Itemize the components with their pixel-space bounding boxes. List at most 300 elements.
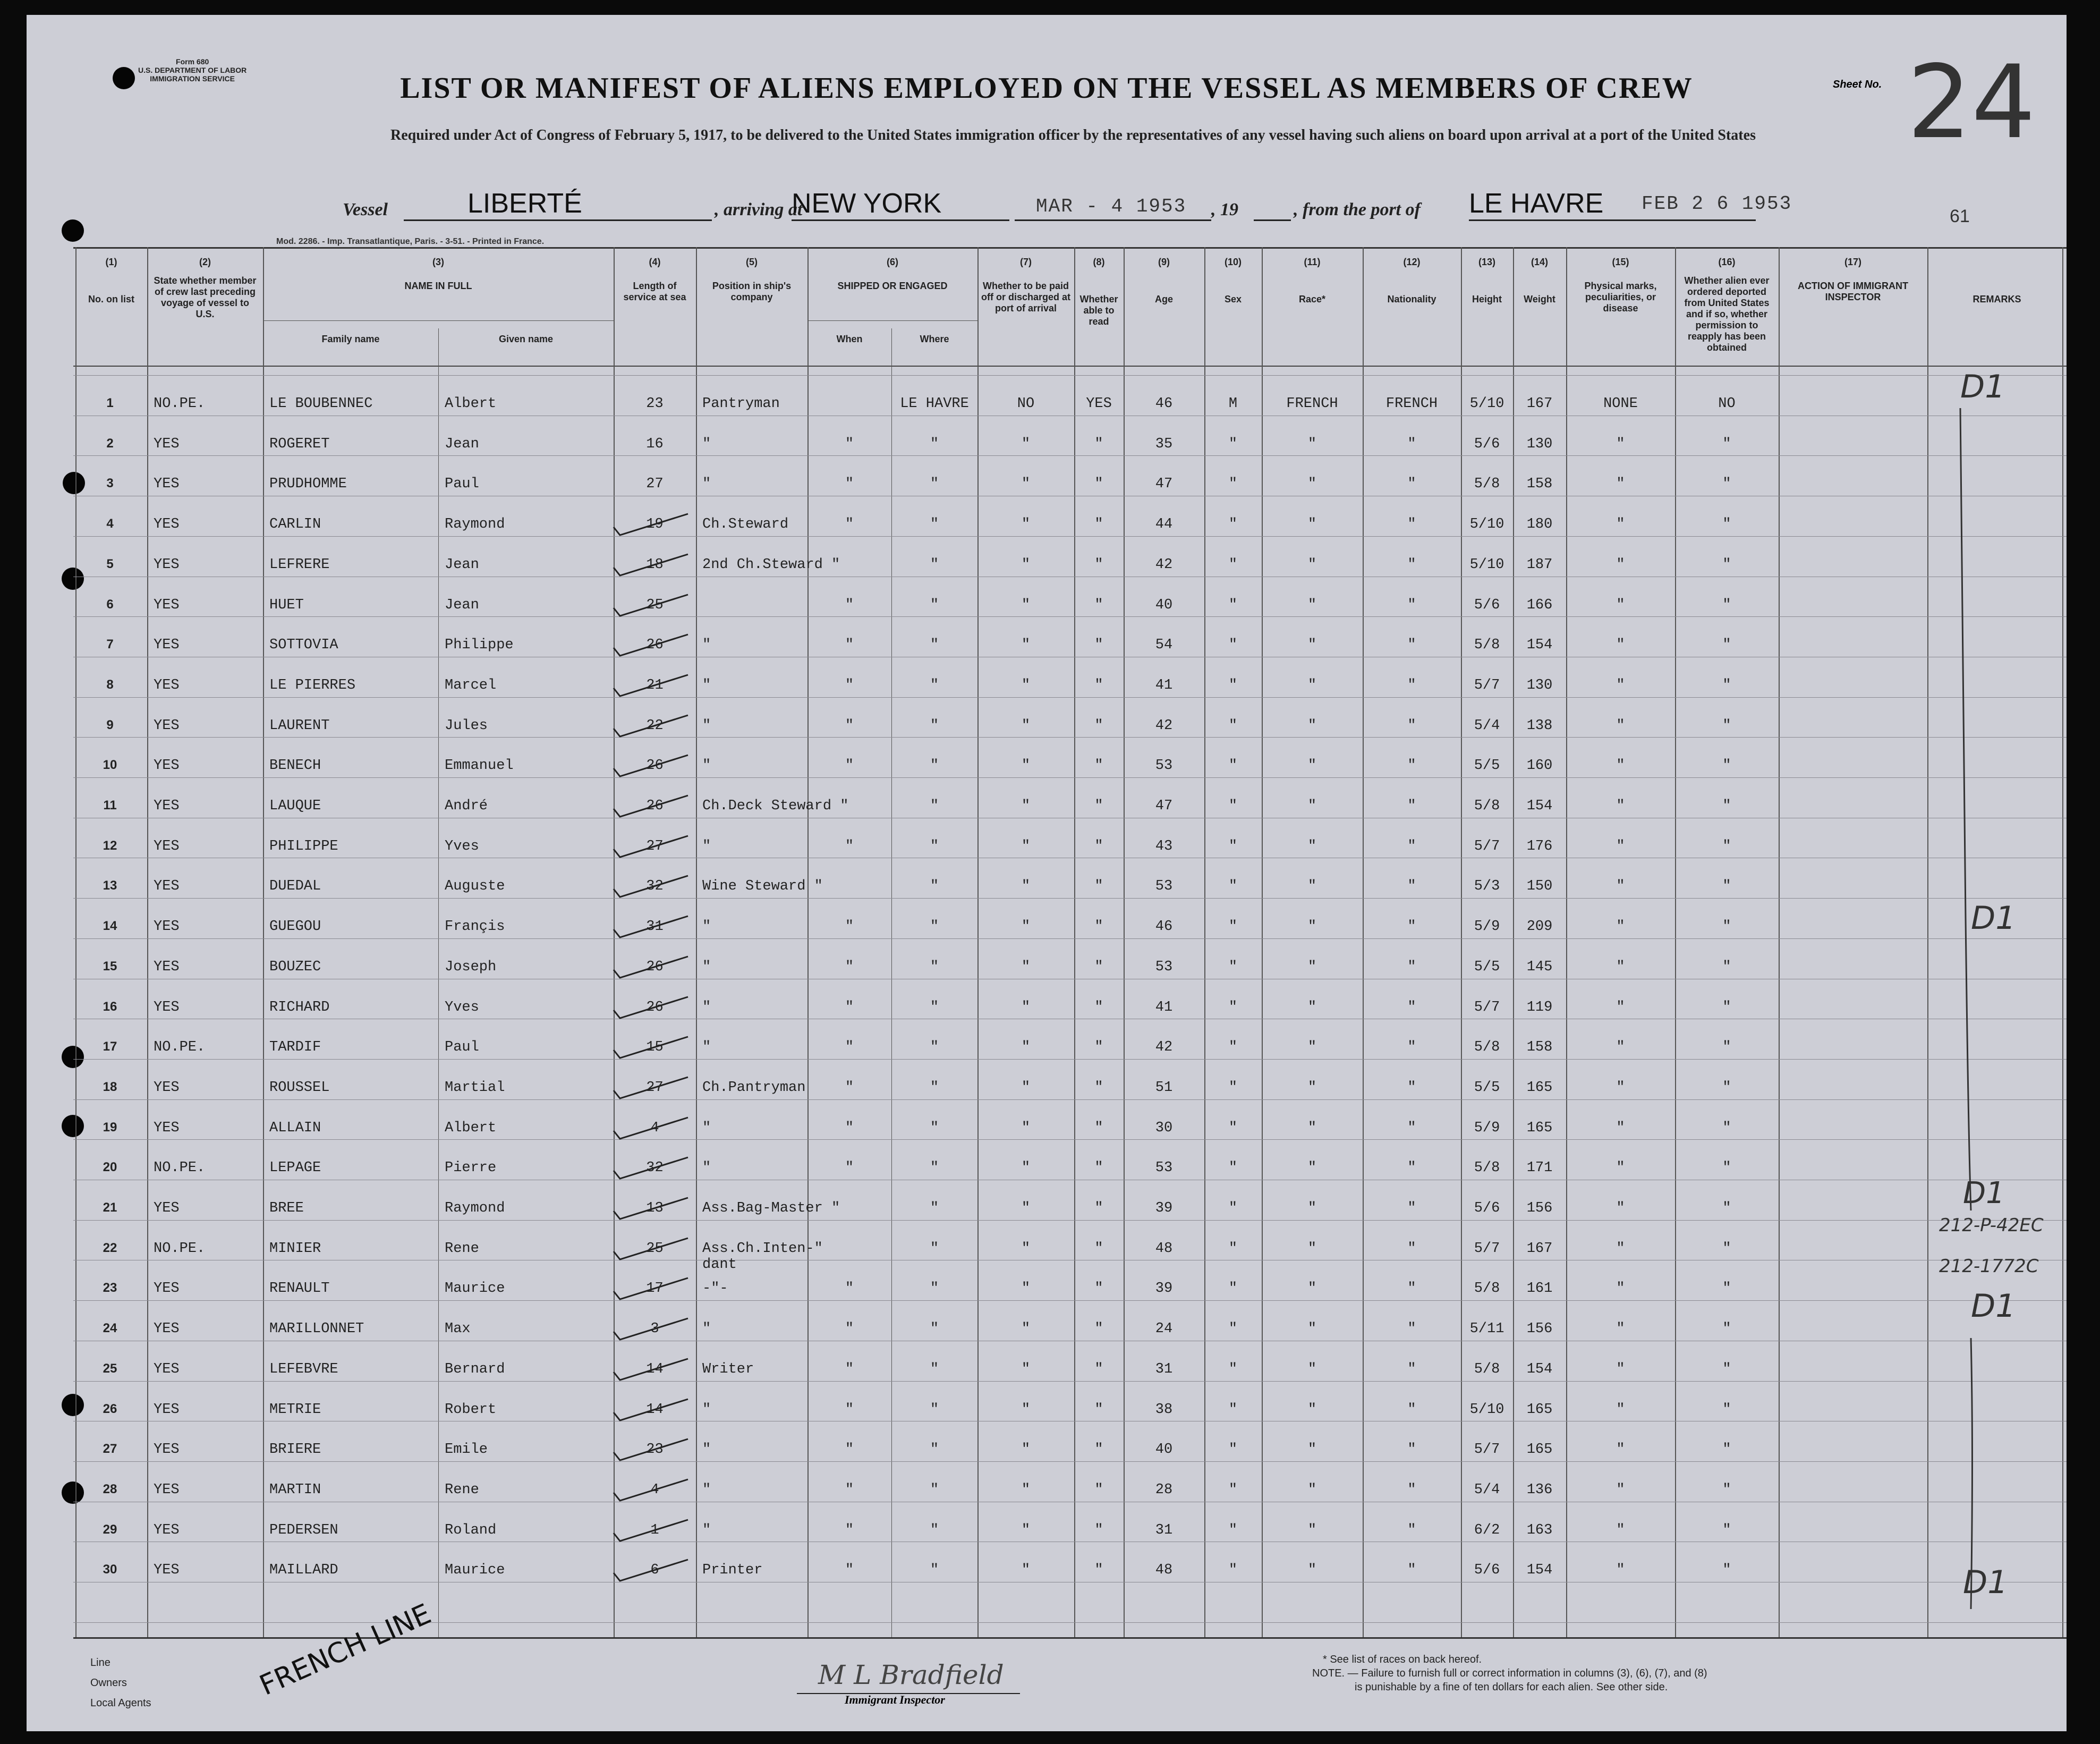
cell-position: Ch.Steward (702, 517, 789, 533)
cell-age: 42 (1155, 556, 1173, 573)
column-number: (17) (1844, 257, 1861, 267)
cell-family: BOUZEC (269, 959, 321, 975)
cell-sex: " (1228, 758, 1238, 774)
cell-family: ALLAIN (269, 1120, 321, 1136)
cell-nat: " (1407, 597, 1416, 613)
cell-height: 5/7 (1474, 838, 1500, 854)
column-number: (3) (432, 257, 444, 267)
cell-where: " (930, 1442, 939, 1458)
cell-age: 38 (1155, 1401, 1173, 1418)
check-mark-icon (608, 873, 693, 905)
cell-read: " (1094, 717, 1103, 734)
cell-weight: 154 (1526, 637, 1553, 654)
cell-age: 47 (1155, 476, 1173, 493)
cell-position: " (702, 1442, 711, 1458)
cell-service: 18 (646, 556, 664, 573)
cell-race: " (1307, 1481, 1317, 1498)
cell-where: " (930, 597, 939, 613)
cell-prev: YES (154, 959, 180, 975)
cell-weight: 165 (1526, 1401, 1553, 1418)
cell-race: " (1307, 677, 1317, 693)
cell-position: " (702, 1321, 711, 1337)
cell-service: 4 (650, 1120, 659, 1136)
column-subheader: Given name (498, 334, 554, 344)
check-mark-icon (608, 1517, 693, 1549)
cell-marks: " (1616, 637, 1625, 654)
remark-d1: D1 (1960, 368, 2005, 405)
column-subheader: Where (920, 334, 949, 344)
cell-no: 8 (106, 677, 114, 692)
column-number: (9) (1158, 257, 1170, 267)
cell-position: Ch.Pantryman (702, 1079, 806, 1096)
cell-height: 5/5 (1474, 959, 1500, 975)
cell-race: " (1307, 1120, 1317, 1136)
cell-age: 24 (1155, 1321, 1173, 1337)
cell-deported: " (1722, 1321, 1731, 1337)
cell-marks: " (1616, 1120, 1625, 1136)
printer-note: Mod. 2286. - Imp. Transatlantique, Paris. - 3-51. - Printed in France. (276, 237, 545, 246)
cell-marks: " (1616, 1079, 1625, 1096)
cell-given: Pierre (445, 1160, 497, 1176)
cell-read: " (1094, 597, 1103, 613)
check-mark-icon (608, 1034, 693, 1066)
cell-nat: " (1407, 1120, 1416, 1136)
cell-sex: " (1228, 436, 1238, 452)
cell-service: 27 (646, 838, 664, 854)
column-number: (1) (105, 257, 117, 267)
cell-read: " (1094, 1522, 1103, 1538)
cell-service: 14 (646, 1361, 664, 1377)
cell-read: " (1094, 1281, 1103, 1297)
column-number: (10) (1224, 257, 1242, 267)
cell-service: 16 (646, 436, 664, 452)
cell-race: " (1307, 637, 1317, 654)
cell-family: MARILLONNET (269, 1321, 364, 1337)
cell-prev: YES (154, 1442, 180, 1458)
cell-when: " (845, 1401, 854, 1418)
column-header: Position in ship's company (712, 281, 792, 302)
cell-when: " (845, 1442, 854, 1458)
cell-deported: " (1722, 1240, 1731, 1257)
cell-read: " (1094, 1562, 1103, 1579)
cell-height: 5/7 (1474, 999, 1500, 1015)
cell-paid: " (1021, 1321, 1031, 1337)
fine-note-cont: is punishable by a fine of ten dollars for each alien. See other side. (1355, 1681, 1668, 1693)
cell-deported: " (1722, 1079, 1731, 1096)
cell-paid: " (1021, 838, 1031, 854)
cell-no: 6 (106, 597, 114, 612)
cell-prev: YES (154, 1361, 180, 1377)
column-header: Length of service at sea (623, 281, 686, 302)
cell-height: 5/8 (1474, 798, 1500, 814)
cell-position-cont: dant (702, 1256, 737, 1273)
cell-given: Raymond (445, 517, 505, 533)
cell-deported: " (1722, 999, 1731, 1015)
cell-height: 5/7 (1474, 1442, 1500, 1458)
cell-race: " (1307, 1401, 1317, 1418)
cell-sex: " (1228, 1160, 1238, 1176)
cell-where: " (930, 1321, 939, 1337)
cell-given: Emmanuel (445, 758, 514, 774)
cell-given: Yves (445, 999, 479, 1015)
cell-weight: 158 (1526, 476, 1553, 493)
cell-sex: " (1228, 919, 1238, 935)
arriving-label: , arriving at (715, 200, 803, 219)
cell-service: 27 (646, 476, 664, 493)
cell-height: 5/11 (1469, 1321, 1504, 1337)
cell-read: " (1094, 637, 1103, 654)
inspector-signature: M L Bradfield (818, 1660, 1004, 1690)
cell-age: 44 (1155, 517, 1173, 533)
cell-where: LE HAVRE (900, 396, 969, 412)
cell-paid: " (1021, 677, 1031, 693)
column-subheader: Family name (321, 334, 380, 344)
cell-service: 4 (650, 1481, 659, 1498)
cell-sex: " (1228, 1321, 1238, 1337)
cell-no: 16 (103, 999, 117, 1014)
cell-deported: " (1722, 1120, 1731, 1136)
cell-service: 26 (646, 637, 664, 654)
cell-service: 26 (646, 798, 664, 814)
cell-read: " (1094, 959, 1103, 975)
cell-deported: " (1722, 758, 1731, 774)
check-mark-icon (608, 994, 693, 1026)
cell-paid: " (1021, 1481, 1031, 1498)
cell-family: ROGERET (269, 436, 330, 452)
footer-note (1312, 1653, 1707, 1694)
cell-position: Ass.Bag-Master " (702, 1200, 840, 1216)
cell-sex: " (1228, 1039, 1238, 1056)
cell-given: Françis (445, 919, 505, 935)
cell-deported: " (1722, 798, 1731, 814)
cell-sex: " (1228, 597, 1238, 613)
cell-prev: YES (154, 1120, 180, 1136)
cell-family: MINIER (269, 1240, 321, 1257)
cell-paid: " (1021, 798, 1031, 814)
cell-deported: " (1722, 878, 1731, 895)
column-header: Whether to be paid off or discharged at port of arrival (981, 281, 1071, 314)
cell-no: 17 (103, 1039, 117, 1054)
cell-where: " (930, 476, 939, 493)
cell-weight: 160 (1526, 758, 1553, 774)
cell-nat: " (1407, 1522, 1416, 1538)
cell-paid: " (1021, 556, 1031, 573)
cell-service: 23 (646, 396, 664, 412)
cell-family: LAURENT (269, 717, 330, 734)
cell-prev: YES (154, 517, 180, 533)
cell-where: " (930, 758, 939, 774)
cell-nat: " (1407, 1442, 1416, 1458)
cell-read: " (1094, 1321, 1103, 1337)
cell-given: Martial (445, 1079, 505, 1096)
cell-age: 40 (1155, 597, 1173, 613)
cell-deported: " (1722, 677, 1731, 693)
cell-deported: " (1722, 517, 1731, 533)
cell-deported: " (1722, 637, 1731, 654)
cell-weight: 166 (1526, 597, 1553, 613)
cell-read: " (1094, 1361, 1103, 1377)
cell-no: 5 (106, 556, 114, 571)
cell-deported: " (1722, 436, 1731, 452)
cell-sex: " (1228, 476, 1238, 493)
cell-position: " (702, 758, 711, 774)
cell-family: PRUDHOMME (269, 476, 347, 493)
cell-no: 10 (103, 758, 117, 773)
cell-deported: " (1722, 1039, 1731, 1056)
cell-prev: YES (154, 597, 180, 613)
cell-nat: " (1407, 878, 1416, 895)
cell-where: " (930, 999, 939, 1015)
cell-paid: " (1021, 1200, 1031, 1216)
cell-nat: " (1407, 1079, 1416, 1096)
cell-nat: " (1407, 758, 1416, 774)
cell-given: Maurice (445, 1281, 505, 1297)
cell-position: Printer (702, 1562, 763, 1579)
remark-d1: D1 (1971, 900, 2016, 937)
cell-position: 2nd Ch.Steward " (702, 556, 840, 573)
cell-paid: " (1021, 1079, 1031, 1096)
column-header: Physical marks, peculiarities, or disease (1584, 281, 1657, 314)
cell-sex: " (1228, 1481, 1238, 1498)
cell-age: 31 (1155, 1361, 1173, 1377)
check-mark-icon (608, 552, 693, 583)
cell-prev: YES (154, 556, 180, 573)
cell-nat: " (1407, 1481, 1416, 1498)
cell-no: 19 (103, 1120, 117, 1135)
cell-marks: " (1616, 758, 1625, 774)
cell-given: Joseph (445, 959, 497, 975)
cell-given: André (445, 798, 488, 814)
cell-prev: YES (154, 999, 180, 1015)
cell-height: 5/5 (1474, 1079, 1500, 1096)
cell-when: " (845, 959, 854, 975)
cell-no: 1 (106, 396, 114, 410)
check-mark-icon (608, 632, 693, 664)
cell-race: " (1307, 798, 1317, 814)
cell-given: Paul (445, 476, 479, 493)
cell-no: 12 (103, 838, 117, 853)
cell-given: Robert (445, 1401, 497, 1418)
column-number: (16) (1718, 257, 1736, 267)
cell-marks: " (1616, 1200, 1625, 1216)
cell-deported: " (1722, 1160, 1731, 1176)
cell-deported: " (1722, 1481, 1731, 1498)
cell-prev: YES (154, 1321, 180, 1337)
cell-height: 5/10 (1469, 396, 1504, 412)
cell-given: Yves (445, 838, 479, 854)
cell-read: " (1094, 758, 1103, 774)
cell-weight: 154 (1526, 1361, 1553, 1377)
cell-sex: " (1228, 517, 1238, 533)
check-mark-icon (608, 833, 693, 865)
cell-where: " (930, 1039, 939, 1056)
cell-family: PEDERSEN (269, 1522, 338, 1538)
remark-code: 212-1772C (1939, 1256, 2039, 1277)
cell-no: 9 (106, 717, 114, 732)
check-mark-icon (608, 1356, 693, 1388)
cell-height: 5/8 (1474, 1361, 1500, 1377)
column-number: (12) (1403, 257, 1421, 267)
cell-race: " (1307, 758, 1317, 774)
cell-paid: " (1021, 1442, 1031, 1458)
cell-race: " (1307, 1361, 1317, 1377)
cell-no: 3 (106, 476, 114, 491)
cell-paid: " (1021, 1160, 1031, 1176)
cell-age: 30 (1155, 1120, 1173, 1136)
cell-given: Emile (445, 1442, 488, 1458)
column-header: SHIPPED OR ENGAGED (837, 281, 948, 291)
cell-marks: " (1616, 1160, 1625, 1176)
cell-weight: 180 (1526, 517, 1553, 533)
cell-paid: NO (1017, 396, 1035, 412)
cell-given: Albert (445, 396, 497, 412)
cell-paid: " (1021, 1240, 1031, 1257)
cell-marks: " (1616, 556, 1625, 573)
column-number: (14) (1531, 257, 1548, 267)
cell-nat: " (1407, 919, 1416, 935)
cell-paid: " (1021, 517, 1031, 533)
cell-prev: YES (154, 1281, 180, 1297)
cell-service: 13 (646, 1200, 664, 1216)
cell-given: Jules (445, 717, 488, 734)
cell-position: " (702, 1160, 711, 1176)
cell-service: 26 (646, 758, 664, 774)
cell-prev: NO.PE. (154, 1240, 206, 1257)
check-mark-icon (608, 1115, 693, 1147)
vessel-name: LIBERTÉ (467, 188, 582, 219)
cell-when: " (845, 476, 854, 493)
cell-age: 31 (1155, 1522, 1173, 1538)
cell-nat: " (1407, 556, 1416, 573)
cell-height: 5/10 (1469, 556, 1504, 573)
cell-no: 29 (103, 1522, 117, 1537)
sheet-number: 24 (1907, 44, 2036, 161)
cell-marks: " (1616, 1522, 1625, 1538)
remark-d1: D1 (1963, 1564, 2008, 1601)
cell-position: " (702, 1522, 711, 1538)
cell-weight: 119 (1526, 999, 1553, 1015)
cell-read: " (1094, 919, 1103, 935)
departure-port: LE HAVRE (1469, 188, 1604, 219)
cell-marks: " (1616, 1562, 1625, 1579)
cell-position: Ch.Deck Steward " (702, 798, 849, 814)
cell-marks: " (1616, 999, 1625, 1015)
cell-where: " (930, 1079, 939, 1096)
column-number: (4) (649, 257, 661, 267)
cell-position: Ass.Ch.Inten-" (702, 1240, 823, 1257)
cell-nat: " (1407, 838, 1416, 854)
cell-sex: " (1228, 1200, 1238, 1216)
manifest-subtitle: Required under Act of Congress of February 5, 1917, to be delivered to the United States immigration officer by the representatives of any vessel having such aliens on board upon arrival at a port of the United States (390, 127, 1756, 143)
race-note: * See list of races on back hereof. (1323, 1654, 1482, 1665)
cell-sex: " (1228, 999, 1238, 1015)
cell-paid: " (1021, 1401, 1031, 1418)
cell-sex: " (1228, 1442, 1238, 1458)
cell-deported: " (1722, 597, 1731, 613)
cell-family: RICHARD (269, 999, 330, 1015)
cell-height: 5/6 (1474, 597, 1500, 613)
check-mark-icon (608, 672, 693, 704)
check-mark-icon (608, 1477, 693, 1509)
cell-paid: " (1021, 919, 1031, 935)
column-subheader: When (836, 334, 863, 344)
cell-race: " (1307, 959, 1317, 975)
cell-service: 26 (646, 959, 664, 975)
cell-given: Raymond (445, 1200, 505, 1216)
cell-where: " (930, 1401, 939, 1418)
cell-age: 53 (1155, 959, 1173, 975)
cell-sex: " (1228, 959, 1238, 975)
cell-when: " (845, 677, 854, 693)
column-header: NAME IN FULL (404, 281, 472, 291)
cell-read: " (1094, 1200, 1103, 1216)
cell-nat: " (1407, 1321, 1416, 1337)
cell-weight: 156 (1526, 1321, 1553, 1337)
cell-height: 6/2 (1474, 1522, 1500, 1538)
cell-weight: 138 (1526, 717, 1553, 734)
cell-read: " (1094, 1120, 1103, 1136)
cell-family: LE PIERRES (269, 677, 356, 693)
cell-age: 40 (1155, 1442, 1173, 1458)
cell-weight: 156 (1526, 1200, 1553, 1216)
cell-deported: " (1722, 1562, 1731, 1579)
cell-given: Philippe (445, 637, 514, 654)
cell-deported: " (1722, 1200, 1731, 1216)
cell-prev: YES (154, 476, 180, 493)
cell-marks: " (1616, 1442, 1625, 1458)
cell-paid: " (1021, 959, 1031, 975)
cell-where: " (930, 1562, 939, 1579)
cell-age: 43 (1155, 838, 1173, 854)
cell-weight: 154 (1526, 798, 1553, 814)
cell-height: 5/4 (1474, 717, 1500, 734)
cell-when: " (845, 1361, 854, 1377)
cell-deported: " (1722, 1281, 1731, 1297)
check-mark-icon (608, 1396, 693, 1428)
cell-marks: " (1616, 1481, 1625, 1498)
cell-prev: YES (154, 1200, 180, 1216)
cell-marks: " (1616, 597, 1625, 613)
cell-given: Marcel (445, 677, 497, 693)
cell-deported: " (1722, 1442, 1731, 1458)
cell-marks: NONE (1603, 396, 1638, 412)
cell-when: " (845, 436, 854, 452)
cell-read: " (1094, 999, 1103, 1015)
cell-marks: " (1616, 1281, 1625, 1297)
cell-read: " (1094, 476, 1103, 493)
vessel-label: Vessel (343, 200, 388, 219)
check-mark-icon (608, 1436, 693, 1468)
column-number: (7) (1020, 257, 1032, 267)
check-mark-icon (608, 793, 693, 825)
cell-where: " (930, 798, 939, 814)
cell-age: 47 (1155, 798, 1173, 814)
cell-sex: " (1228, 1079, 1238, 1096)
column-number: (2) (199, 257, 211, 267)
cell-marks: " (1616, 1361, 1625, 1377)
cell-nat: " (1407, 1039, 1416, 1056)
cell-nat: " (1407, 476, 1416, 493)
cell-marks: " (1616, 919, 1625, 935)
cell-race: " (1307, 717, 1317, 734)
cell-paid: " (1021, 1361, 1031, 1377)
check-mark-icon (608, 913, 693, 945)
cell-no: 15 (103, 959, 117, 973)
cell-race: " (1307, 1160, 1317, 1176)
cell-race: " (1307, 517, 1317, 533)
cell-race: " (1307, 436, 1317, 452)
cell-no: 25 (103, 1361, 117, 1376)
